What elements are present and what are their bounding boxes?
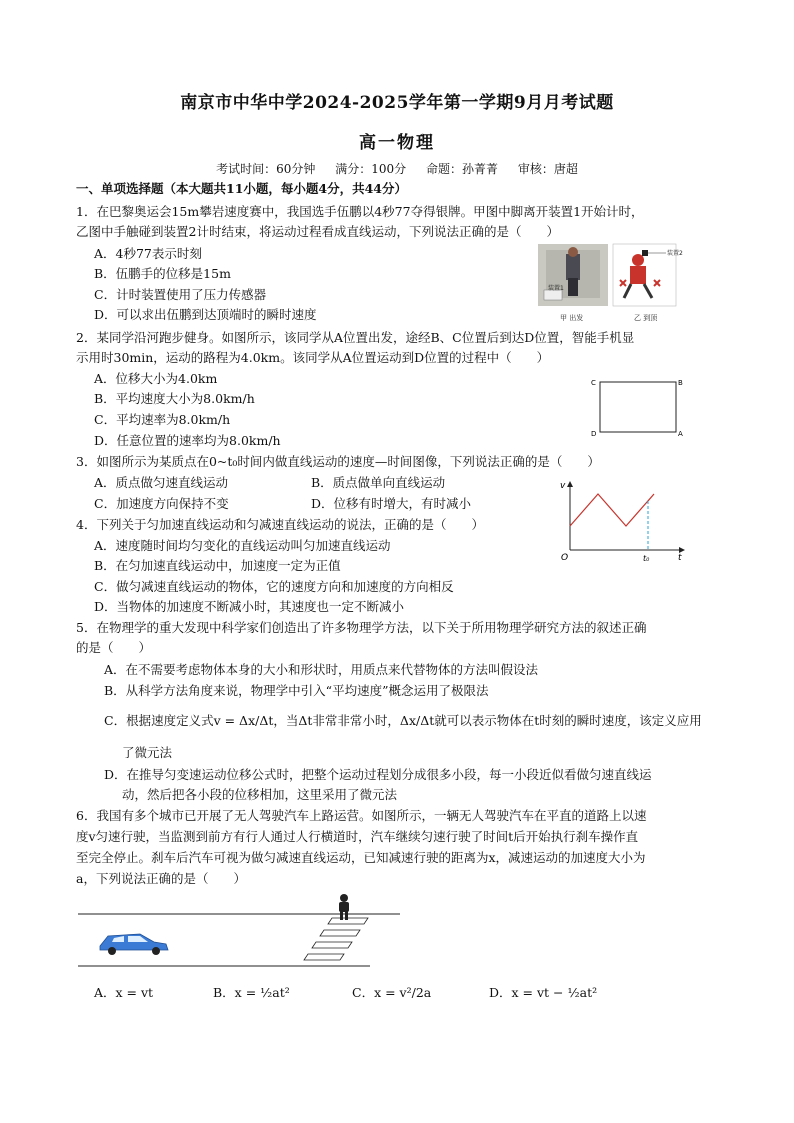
q3-vt-graph <box>558 478 690 562</box>
origin-label: O <box>561 553 569 563</box>
q6-option-d: D．x = vt − ½at² <box>489 985 598 1000</box>
q1-option-b: B．伍鹏手的位移是15m <box>94 266 231 281</box>
full-score: 满分：100分 <box>335 162 407 176</box>
page-subtitle: 高一物理 <box>359 133 435 153</box>
axis-v-label: v <box>560 481 566 491</box>
q3-option-a: A．质点做匀速直线运动 <box>94 475 229 490</box>
q2-rectangle-path <box>590 374 690 440</box>
device1-label: 装置1 <box>548 285 564 292</box>
q2-option-d: D．任意位置的速率均为8.0km/h <box>94 433 281 448</box>
q5-option-c-line1: C．根据速度定义式v = Δx/Δt，当Δt非常非常小时，Δx/Δt就可以表示物体在t时刻的瞬时速度，该定义应用 <box>104 713 702 728</box>
device2-label: 装置2 <box>667 250 683 257</box>
q6-option-a: A．x = vt <box>94 985 154 1000</box>
caption-yi: 乙 到顶 <box>634 314 658 322</box>
section-heading: 一、单项选择题（本大题共11小题，每小题4分，共44分） <box>76 181 407 196</box>
q6-option-b: B．x = ½at² <box>213 985 290 1000</box>
q5-option-d-line2: 动，然后把各小段的位移相加，这里采用了微元法 <box>122 787 398 802</box>
exam-time: 考试时间：60分钟 <box>216 162 316 176</box>
q6-stem-line4: a，下列说法正确的是（ ） <box>76 871 246 886</box>
q1-stem-line1: 1．在巴黎奥运会15m攀岩速度赛中，我国选手伍鹏以4秒77夺得银牌。甲图中脚离开装置1开始计时， <box>76 204 644 219</box>
q6-stem-line3: 至完全停止。刹车后汽车可视为做匀减速直线运动，已知减速行驶的距离为x，减速运动的加速度大小为 <box>76 850 646 865</box>
q5-option-c-line2: 了微元法 <box>122 745 173 760</box>
q3-option-b: B．质点做单向直线运动 <box>311 475 446 490</box>
reviewer: 审核：唐超 <box>517 162 578 176</box>
corner-a: A <box>678 430 683 438</box>
corner-b: B <box>678 379 683 387</box>
q4-option-c: C．做匀减速直线运动的物体，它的速度方向和加速度的方向相反 <box>94 579 454 594</box>
pedestrian-icon <box>339 894 349 920</box>
q1-climbing-photos <box>538 244 683 324</box>
q6-road-diagram <box>78 888 408 970</box>
crosswalk <box>304 918 368 960</box>
q2-stem-line1: 2．某同学沿河跑步健身。如图所示，该同学从A位置出发，途经B、C位置后到达D位置，智能手机显 <box>76 330 635 345</box>
caption-jia: 甲 出发 <box>560 314 584 322</box>
q1-option-d: D．可以求出伍鹏到达顶端时的瞬时速度 <box>94 307 317 322</box>
axis-t-label: t <box>678 553 682 563</box>
corner-d: D <box>591 430 597 438</box>
q4-option-a: A．速度随时间均匀变化的直线运动叫匀加速直线运动 <box>94 538 391 553</box>
q1-stem-line2: 乙图中手触碰到装置2计时结束，将运动过程看成直线运动，下列说法正确的是（ ） <box>76 224 559 239</box>
q1-option-c: C．计时装置使用了压力传感器 <box>94 287 267 302</box>
q5-option-d-line1: D．在推导匀变速运动位移公式时，把整个运动过程划分成很多小段，每一小段近似看做匀速直线运 <box>104 767 652 782</box>
q4-option-b: B．在匀加速直线运动中，加速度一定为正值 <box>94 558 341 573</box>
q5-stem-line2: 的是（ ） <box>76 640 152 655</box>
q3-stem: 3．如图所示为某质点在0~t₀时间内做直线运动的速度—时间图像，下列说法正确的是（ ） <box>76 454 600 469</box>
q6-stem-line2: 度v匀速行驶，当监测到前方有行人通过人行横道时，汽车继续匀速行驶了时间t后开始执行刹车操作直 <box>76 829 639 844</box>
vt-curve <box>570 494 654 526</box>
corner-c: C <box>591 379 596 387</box>
q4-option-d: D．当物体的加速度不断减小时，其速度也一定不断减小 <box>94 599 405 614</box>
q6-stem-line1: 6．我国有多个城市已开展了无人驾驶汽车上路运营。如图所示，一辆无人驾驶汽车在平直的道路上以速 <box>76 808 647 823</box>
q1-option-a: A．4秒77表示时刻 <box>94 246 202 261</box>
q6-option-c: C．x = v²/2a <box>352 985 432 1000</box>
page-title: 南京市中华中学2024-2025学年第一学期9月月考试题 <box>180 93 614 113</box>
q5-stem-line1: 5．在物理学的重大发现中科学家们创造出了许多物理学方法，以下关于所用物理学研究方法的叙述正确 <box>76 620 647 635</box>
exam-info <box>0 160 794 177</box>
q2-option-b: B．平均速度大小为8.0km/h <box>94 391 255 406</box>
q4-stem: 4．下列关于匀加速直线运动和匀减速直线运动的说法，正确的是（ ） <box>76 517 484 532</box>
setter: 命题：孙菁菁 <box>425 162 498 176</box>
q2-option-a: A．位移大小为4.0km <box>94 371 218 386</box>
t0-label: t₀ <box>643 554 650 563</box>
q5-option-a: A．在不需要考虑物体本身的大小和形状时，用质点来代替物体的方法叫假设法 <box>104 662 539 677</box>
car-icon <box>100 934 168 955</box>
q3-option-d: D．位移有时增大，有时减小 <box>311 496 472 511</box>
q2-stem-line2: 示用时30min，运动的路程为4.0km。该同学从A位置运动到D位置的过程中（ ） <box>76 350 550 365</box>
q2-option-c: C．平均速率为8.0km/h <box>94 412 231 427</box>
q3-option-c: C．加速度方向保持不变 <box>94 496 229 511</box>
q5-option-b: B．从科学方法角度来说，物理学中引入“平均速度”概念运用了极限法 <box>104 683 489 698</box>
path-rectangle <box>600 382 676 432</box>
